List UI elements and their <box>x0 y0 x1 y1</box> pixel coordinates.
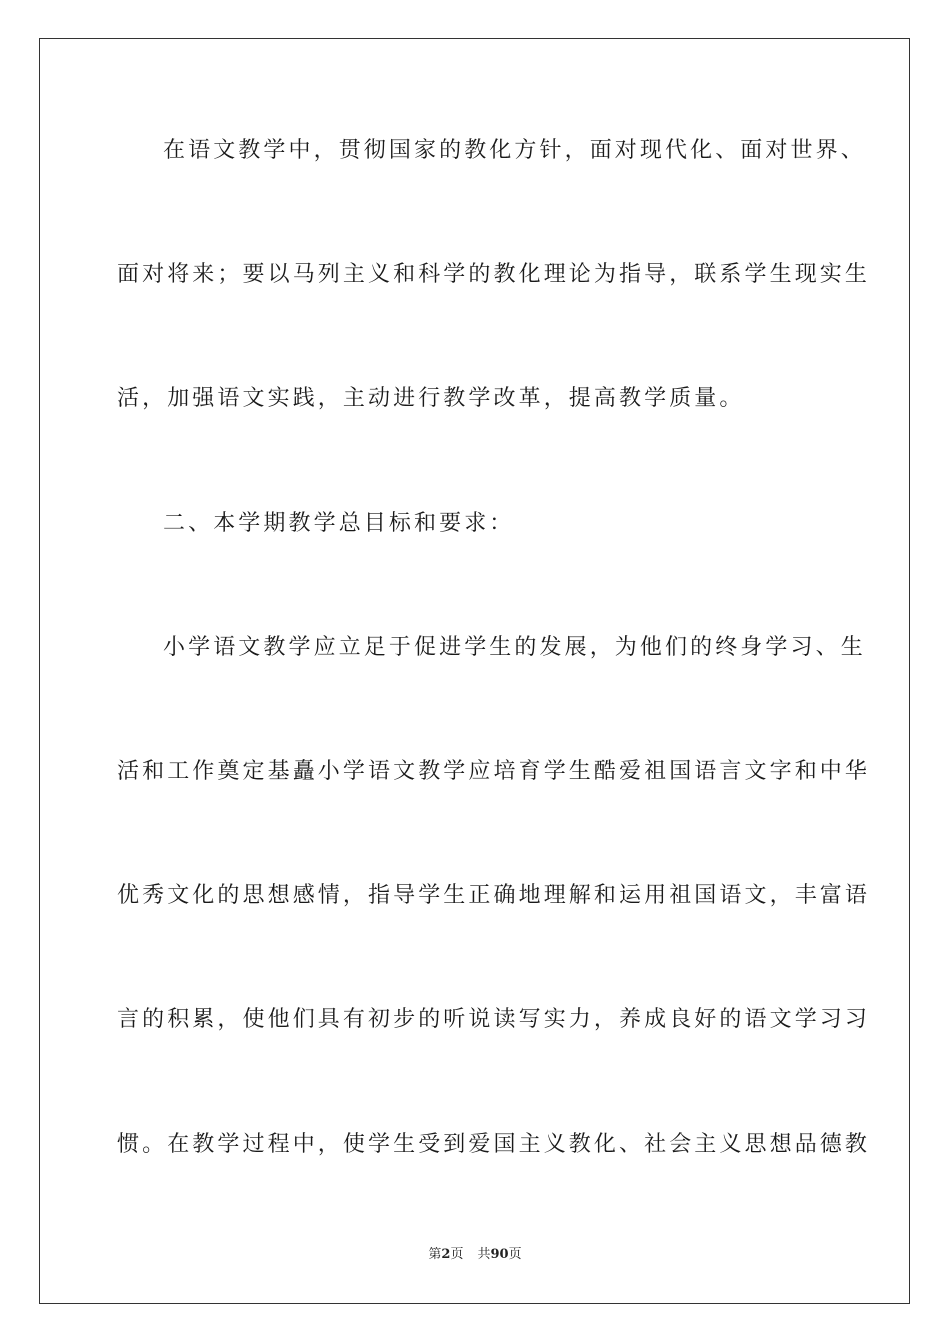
page-prefix: 第 <box>428 1247 442 1262</box>
text-line-5: 小学语文教学应立足于促进学生的发展，为他们的终身学习、生 <box>163 635 866 660</box>
total-suffix: 页 <box>508 1247 522 1262</box>
text-line-7: 优秀文化的思想感情，指导学生正确地理解和运用祖国语文，丰富语 <box>117 883 871 908</box>
text-line-2: 面对将来；要以马列主义和科学的教化理论为指导，联系学生现实生 <box>117 262 871 287</box>
total-prefix: 共 <box>477 1247 491 1262</box>
page-suffix: 页 <box>450 1247 464 1262</box>
text-line-9: 惯。在教学过程中，使学生受到爱国主义教化、社会主义思想品德教 <box>117 1132 871 1157</box>
page-border <box>39 38 910 1304</box>
section-heading: 二、本学期教学总目标和要求： <box>163 511 515 536</box>
text-line-6: 活和工作奠定基矗小学语文教学应培育学生酷爱祖国语言文字和中华 <box>117 759 871 784</box>
total-pages: 90 <box>490 1247 509 1262</box>
text-line-3: 活，加强语文实践，主动进行教学改革，提高教学质量。 <box>117 386 745 411</box>
text-line-1: 在语文教学中，贯彻国家的教化方针，面对现代化、面对世界、 <box>163 138 866 163</box>
page-footer <box>0 1246 950 1264</box>
text-line-8: 言的积累，使他们具有初步的听说读写实力，养成良好的语文学习习 <box>117 1007 871 1032</box>
page-number: 2 <box>441 1247 451 1262</box>
